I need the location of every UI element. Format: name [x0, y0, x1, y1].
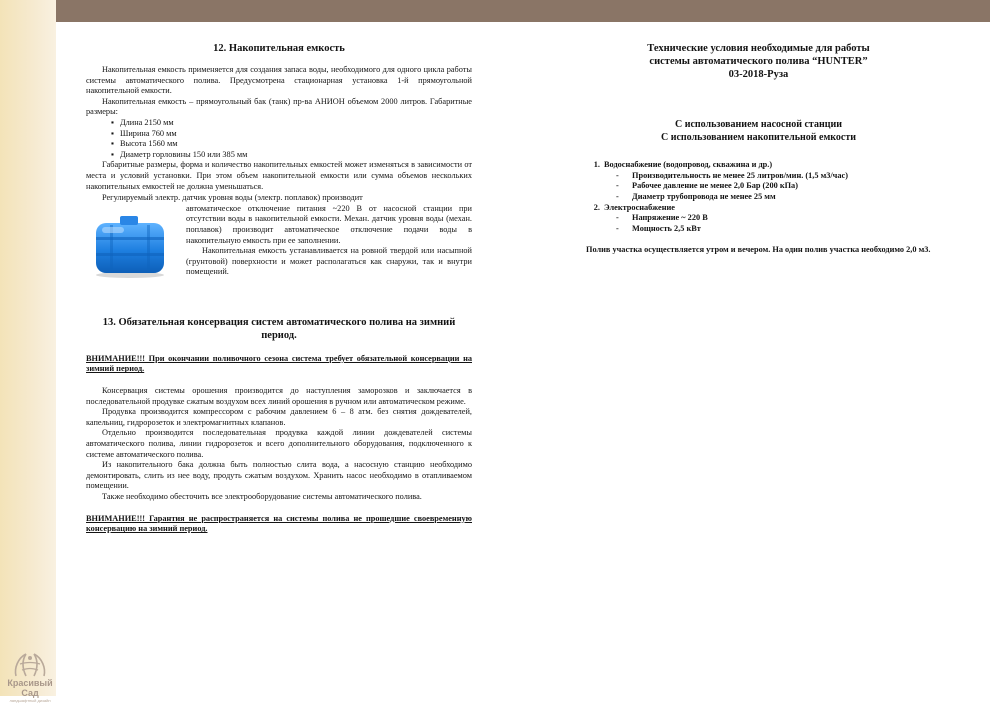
winterization-paragraph-2: Продувка производится компрессором с рабочим давлением 6 – 8 атм. без снятия дождевателей, капельниц, гидророзеток и электромагнитных клапанов. [86, 407, 472, 427]
spec-subtitle-line-2: С использованием накопительной емкости [660, 131, 856, 143]
water-pressure: - Рабочее давление не менее 2,0 Бар (200 кПа) [632, 181, 931, 192]
requirements-list [586, 160, 931, 234]
winterization-paragraph-1: Консервация системы орошения производится до наступления заморозков и заключается в последовательной продувке сжатым воздухом всех линий орошения в ручном или автоматическом режиме. [86, 386, 472, 406]
tank-intro-paragraph: Накопительная емкость применяется для создания запаса воды, необходимого для одного цикла работы системы автоматического полива. Предусмотрена стационарная установка 1-й прямоугольной накопительной емкости. [86, 65, 472, 96]
power-wattage: - Мощность 2,5 кВт [632, 224, 931, 235]
level-sensor-paragraph-rest: автоматическое отключение питания ~220 В от насосной станции при отсутствии воды в накопительной емкости. Механ. датчик уровня воды (механ. поплавок) производит автоматическое отключение подачи воды в накопительную емкость при ее заполнении. [186, 203, 472, 245]
tank-installation-paragraph: Накопительная емкость устанавливается на ровной твердой или насыпной (грунтовой) поверхности и может располагаться как снаружи, так и внутри помещений. [186, 246, 472, 277]
spec-subtitle-line-1: С использованием насосной станции [674, 119, 843, 130]
spec-title-line-1: Технические условия необходимые для работы [647, 43, 870, 54]
watering-schedule-note: Полив участка осуществляется утром и вечером. На один полив участка необходимо 2,0 м3. [586, 245, 931, 255]
power-voltage: - Напряжение ~ 220 В [632, 213, 931, 224]
spec-title-line-3: 03-2018-Руза [728, 69, 789, 80]
tank-type-paragraph: Накопительная емкость – прямоугольный бак (танк) пр-ва АНИОН объемом 2000 литров. Габаритные размеры: [86, 96, 472, 117]
right-column [586, 42, 931, 256]
water-supply-items [604, 171, 931, 203]
water-supply-title: Водоснабжение (водопровод, скважина и др.) [604, 160, 773, 170]
power-supply-title: Электроснабжение [604, 202, 675, 212]
top-bar [56, 0, 990, 22]
requirement-power-supply [602, 203, 931, 235]
dimension-neck: ▪ Диаметр горловины 150 или 385 мм [120, 150, 472, 161]
winterization-warning: ВНИМАНИЕ!!! При окончании поливочного сезона система требует обязательной консервации на зимний период. [86, 353, 472, 374]
logo-subtitle: ландшафтный дизайн [9, 698, 51, 703]
tank-variation-paragraph: Габаритные размеры, форма и количество накопительных емкостей может изменяться в зависимости от места и условий установки. При этом объем накопительной емкости или сумма объемов нескольких накопительных емкостей не должна уменьшаться. [86, 160, 472, 191]
logo-emblem-icon [10, 650, 50, 678]
tank-dimensions-list [86, 118, 472, 160]
water-tank-image [90, 213, 168, 279]
logo-name: Красивый Сад [7, 678, 53, 698]
water-capacity: - Производительность не менее 25 литров/мин. (1,5 м3/час) [632, 171, 931, 182]
spec-title-line-2: системы автоматического полива “HUNTER” [649, 56, 868, 67]
dimension-width: ▪ Ширина 760 мм [120, 129, 472, 140]
section-12-title: 12. Накопительная емкость [213, 43, 345, 54]
winterization-paragraph-5: Также необходимо обесточить все электрооборудование системы автоматического полива. [102, 492, 422, 501]
requirement-water-supply [602, 160, 931, 202]
tank-with-image-block [86, 193, 472, 278]
dimension-length: ▪ Длина 2150 мм [120, 118, 472, 129]
level-sensor-paragraph-start: Регулируемый электр. датчик уровня воды (электр. поплавок) производит [102, 193, 363, 203]
power-supply-items [604, 213, 931, 234]
winterization-paragraph-4: Из накопительного бака должна быть полностью слита вода, а насосную станцию необходимо демонтировать, слить из нее воду, продуть сжатым воздухом. Хранить насос необходимо в отапливаемом помещении. [86, 460, 472, 491]
section-13-title: 13. Обязательная консервация систем автоматического полива на зимний период. [102, 316, 456, 341]
pipe-diameter: - Диаметр трубопровода не менее 25 мм [632, 192, 931, 203]
left-decor-strip [0, 0, 56, 696]
brand-logo [2, 650, 58, 703]
left-column [86, 42, 472, 535]
warranty-warning: ВНИМАНИЕ!!! Гарантия не распространяется на системы полива не прошедшие своевременную консервацию на зимний период. [86, 513, 472, 534]
dimension-height: ▪ Высота 1560 мм [120, 139, 472, 150]
winterization-paragraph-3: Отдельно производится последовательная продувка каждой линии дождевателей системы автоматического полива, линии гидророзеток и всего дополнительного оборудования, подключенного к системе автоматического полива. [86, 428, 472, 459]
